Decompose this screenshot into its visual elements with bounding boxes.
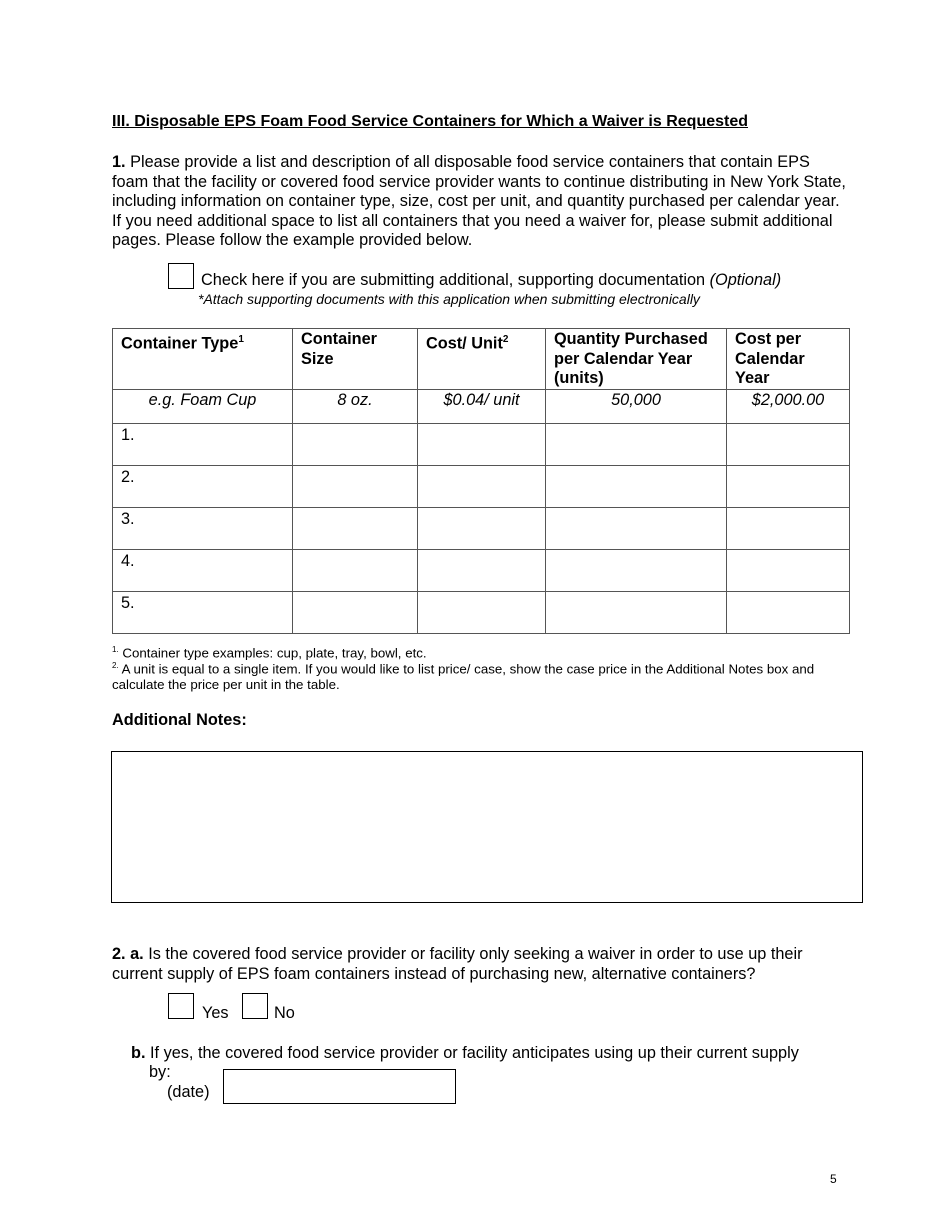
question-1-number: 1. bbox=[112, 153, 126, 171]
row-5-quantity[interactable] bbox=[546, 591, 727, 633]
row-1-type[interactable]: 1. bbox=[113, 423, 293, 465]
row-4-cost-unit[interactable] bbox=[418, 549, 546, 591]
table-row bbox=[113, 549, 850, 591]
footnote-2 bbox=[112, 658, 842, 693]
footnote-1-text: Container type examples: cup, plate, tray, bowl, etc. bbox=[118, 645, 427, 661]
header-cost-unit: Cost/ Unit$^2$ bbox=[418, 329, 546, 390]
row-4-cost-year[interactable] bbox=[727, 549, 850, 591]
page-number: 5 bbox=[830, 1172, 837, 1186]
yes-checkbox[interactable] bbox=[168, 993, 194, 1019]
row-1-cost-year[interactable] bbox=[727, 423, 850, 465]
row-3-quantity[interactable] bbox=[546, 507, 727, 549]
question-2b-text: If yes, the covered food service provider or facility anticipates using up their current supply bbox=[145, 1044, 799, 1062]
containers-table bbox=[112, 328, 850, 634]
additional-notes-label: Additional Notes: bbox=[112, 711, 247, 729]
question-2a bbox=[112, 945, 852, 984]
row-5-type[interactable]: 5. bbox=[113, 591, 293, 633]
question-2a-text: Is the covered food service provider or facility only seeking a waiver in order to use up their current supply of EPS foam containers instead of purchasing new, alternative containers? bbox=[112, 945, 803, 983]
example-cost-unit: $0.04/ unit bbox=[418, 389, 546, 423]
row-5-cost-year[interactable] bbox=[727, 591, 850, 633]
date-label: (date) bbox=[167, 1083, 210, 1101]
example-row bbox=[113, 389, 850, 423]
footnote-2-mark: 2. bbox=[112, 661, 119, 670]
row-2-cost-year[interactable] bbox=[727, 465, 850, 507]
row-2-cost-unit[interactable] bbox=[418, 465, 546, 507]
footnote-2-text: A unit is equal to a single item. If you would like to list price/ case, show the case price in the Additional Notes box and calculate the price per unit in the table. bbox=[112, 661, 815, 693]
example-type: e.g. Foam Cup bbox=[113, 389, 293, 423]
row-4-type[interactable]: 4. bbox=[113, 549, 293, 591]
row-3-cost-unit[interactable] bbox=[418, 507, 546, 549]
supporting-docs-text: Check here if you are submitting additional, supporting documentation bbox=[201, 271, 710, 289]
header-container-size: Container Size bbox=[293, 329, 418, 390]
row-1-cost-unit[interactable] bbox=[418, 423, 546, 465]
section-heading: III. Disposable EPS Foam Food Service Containers for Which a Waiver is Requested bbox=[112, 113, 749, 130]
supporting-docs-checkbox[interactable] bbox=[168, 263, 194, 289]
question-2b-number: b. bbox=[131, 1044, 146, 1062]
date-input[interactable] bbox=[223, 1069, 456, 1104]
row-5-cost-unit[interactable] bbox=[418, 591, 546, 633]
example-cost-year: $2,000.00 bbox=[727, 389, 850, 423]
question-2b-by: by: bbox=[149, 1063, 171, 1081]
header-quantity: Quantity Purchased per Calendar Year (units) bbox=[546, 329, 727, 390]
row-2-type[interactable]: 2. bbox=[113, 465, 293, 507]
row-4-size[interactable] bbox=[293, 549, 418, 591]
no-checkbox[interactable] bbox=[242, 993, 268, 1019]
yes-label: Yes bbox=[202, 1004, 229, 1022]
footnote-1-mark: 1. bbox=[112, 645, 119, 654]
table-row bbox=[113, 423, 850, 465]
row-1-size[interactable] bbox=[293, 423, 418, 465]
header-cost-per-year: Cost per Calendar Year bbox=[727, 329, 850, 390]
question-2b bbox=[131, 1044, 799, 1063]
table-header-row bbox=[113, 329, 850, 390]
table-row bbox=[113, 507, 850, 549]
attach-note: *Attach supporting documents with this application when submitting electronically bbox=[198, 291, 700, 307]
row-2-size[interactable] bbox=[293, 465, 418, 507]
question-1 bbox=[112, 153, 847, 251]
row-4-quantity[interactable] bbox=[546, 549, 727, 591]
row-3-type[interactable]: 3. bbox=[113, 507, 293, 549]
table-row bbox=[113, 591, 850, 633]
additional-notes-field[interactable] bbox=[111, 751, 863, 903]
table-row bbox=[113, 465, 850, 507]
example-size: 8 oz. bbox=[293, 389, 418, 423]
row-3-cost-year[interactable] bbox=[727, 507, 850, 549]
optional-label: (Optional) bbox=[709, 271, 782, 289]
supporting-docs-label bbox=[201, 271, 781, 290]
question-1-text: Please provide a list and description of all disposable food service containers that contain EPS foam that the facility or covered food service provider wants to continue distributing in New York State, including information on container type, size, cost per unit, and quantity purchased per calendar year. If you need additional space to list all containers that you need a waiver for, please submit additional pages. Please follow the example provided below. bbox=[112, 153, 846, 250]
header-container-type: Container Type$^1$ bbox=[113, 329, 293, 390]
row-1-quantity[interactable] bbox=[546, 423, 727, 465]
row-5-size[interactable] bbox=[293, 591, 418, 633]
question-2a-number: 2. a. bbox=[112, 945, 144, 963]
row-2-quantity[interactable] bbox=[546, 465, 727, 507]
no-label: No bbox=[274, 1004, 295, 1022]
example-quantity: 50,000 bbox=[546, 389, 727, 423]
row-3-size[interactable] bbox=[293, 507, 418, 549]
